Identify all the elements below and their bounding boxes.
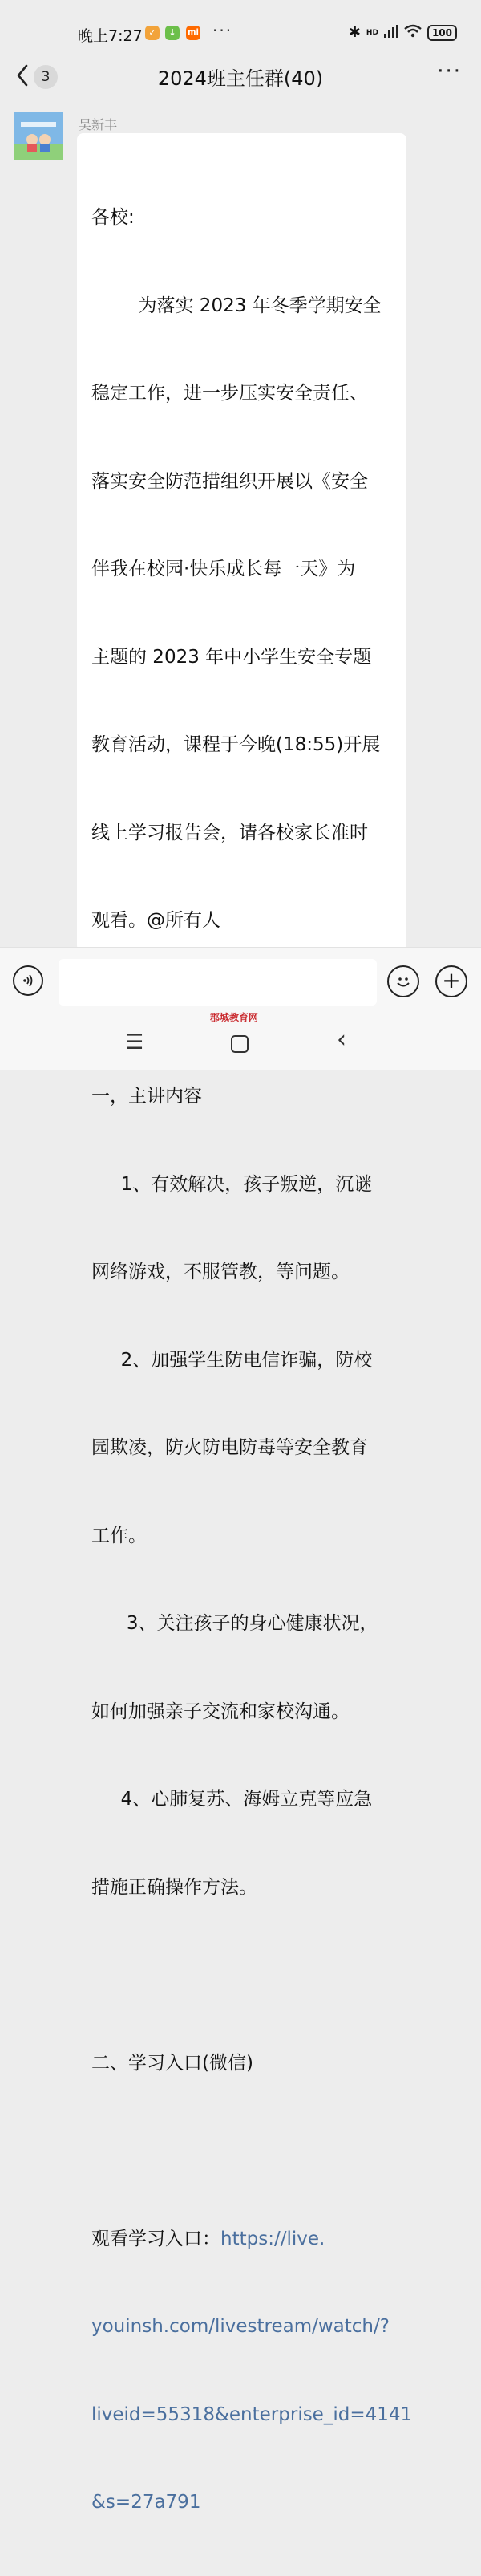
message-line: 稳定工作，进一步压实安全责任、 xyxy=(91,383,368,404)
message-line: 伴我在校园·快乐成长每一天》为 xyxy=(91,559,356,579)
notification-app-icon: ✓ xyxy=(145,26,160,40)
emoji-button[interactable] xyxy=(387,965,419,997)
sender-avatar[interactable] xyxy=(14,112,63,160)
message-text xyxy=(91,144,413,2576)
message-line: 4、心肺复苏、海姆立克等应急 xyxy=(91,1789,373,1810)
message-line: 1、有效解决，孩子叛逆，沉谜 xyxy=(91,1173,373,1195)
recent-apps-button[interactable]: ☰ xyxy=(125,1030,144,1054)
message-line xyxy=(91,2136,395,2166)
mi-app-icon: mi xyxy=(186,26,200,40)
chat-header xyxy=(0,53,481,101)
wifi-icon xyxy=(404,25,422,41)
message-line: 工作。 xyxy=(91,1525,147,1546)
study-link[interactable]: &s=27a791 xyxy=(91,2492,201,2513)
status-time: 晚上7:27 xyxy=(78,27,143,45)
more-functions-button[interactable]: + xyxy=(435,965,467,997)
message-line xyxy=(91,1960,395,1990)
signal-icon xyxy=(384,25,398,41)
message-line: 一，主讲内容 xyxy=(91,1086,202,1107)
bluetooth-icon: ✱ xyxy=(348,24,361,41)
more-notifications-icon: ··· xyxy=(212,21,233,40)
voice-input-button[interactable] xyxy=(13,965,43,996)
message-line: 落实安全防范措组织开展以《安全 xyxy=(91,470,368,492)
message-input[interactable] xyxy=(59,959,377,1006)
status-indicators xyxy=(349,24,457,41)
unread-count-badge: 3 xyxy=(34,65,58,89)
system-nav-bar xyxy=(0,1012,481,1070)
message-line: 措施正确操作方法。 xyxy=(91,1876,257,1898)
message-line: 二、学习入口(微信) xyxy=(91,2052,253,2074)
more-options-button[interactable]: ··· xyxy=(437,59,462,83)
hd-label: HD xyxy=(366,28,378,37)
entry-line xyxy=(91,2225,395,2254)
system-back-button[interactable]: ‹ xyxy=(337,1026,346,1054)
message-line: 3、关注孩子的身心健康状况， xyxy=(91,1613,378,1634)
message-line: 观看。@所有人 xyxy=(91,910,220,931)
message-line: 网络游戏，不服管教，等问题。 xyxy=(91,1262,350,1282)
message-line: 线上学习报告会，请各校家长准时 xyxy=(91,822,368,843)
watermark-logo: 郡城教育网 xyxy=(210,1012,259,1023)
sender-name: 吴新丰 xyxy=(79,117,118,132)
download-icon: ↓ xyxy=(165,26,180,40)
message-line: 主题的 2023 年中小学生安全专题 xyxy=(91,646,372,668)
message-line: 为落实 2023 年冬季学期安全 xyxy=(91,295,382,316)
study-link[interactable]: youinsh.com/livestream/watch/? xyxy=(91,2316,390,2337)
message-line: 教育活动，课程于今晚(18:55)开展 xyxy=(91,734,381,755)
study-link[interactable]: liveid=55318&enterprise_id=4141 xyxy=(91,2403,413,2425)
message-line: 2、加强学生防电信诈骗，防校 xyxy=(91,1349,373,1371)
input-bar xyxy=(0,947,481,1017)
message-line: 如何加强亲子交流和家校沟通。 xyxy=(91,1700,350,1722)
message-line: 各校: xyxy=(91,207,135,228)
battery-icon: 100 xyxy=(427,25,457,41)
chat-title: 2024班主任群(40) xyxy=(157,67,324,90)
message-line: 园欺凌，防火防电防毒等安全教育 xyxy=(91,1437,368,1458)
study-link[interactable]: https://live. xyxy=(220,2228,325,2249)
home-button[interactable] xyxy=(231,1035,249,1053)
entry-label: 观看学习入口： xyxy=(91,2228,220,2249)
